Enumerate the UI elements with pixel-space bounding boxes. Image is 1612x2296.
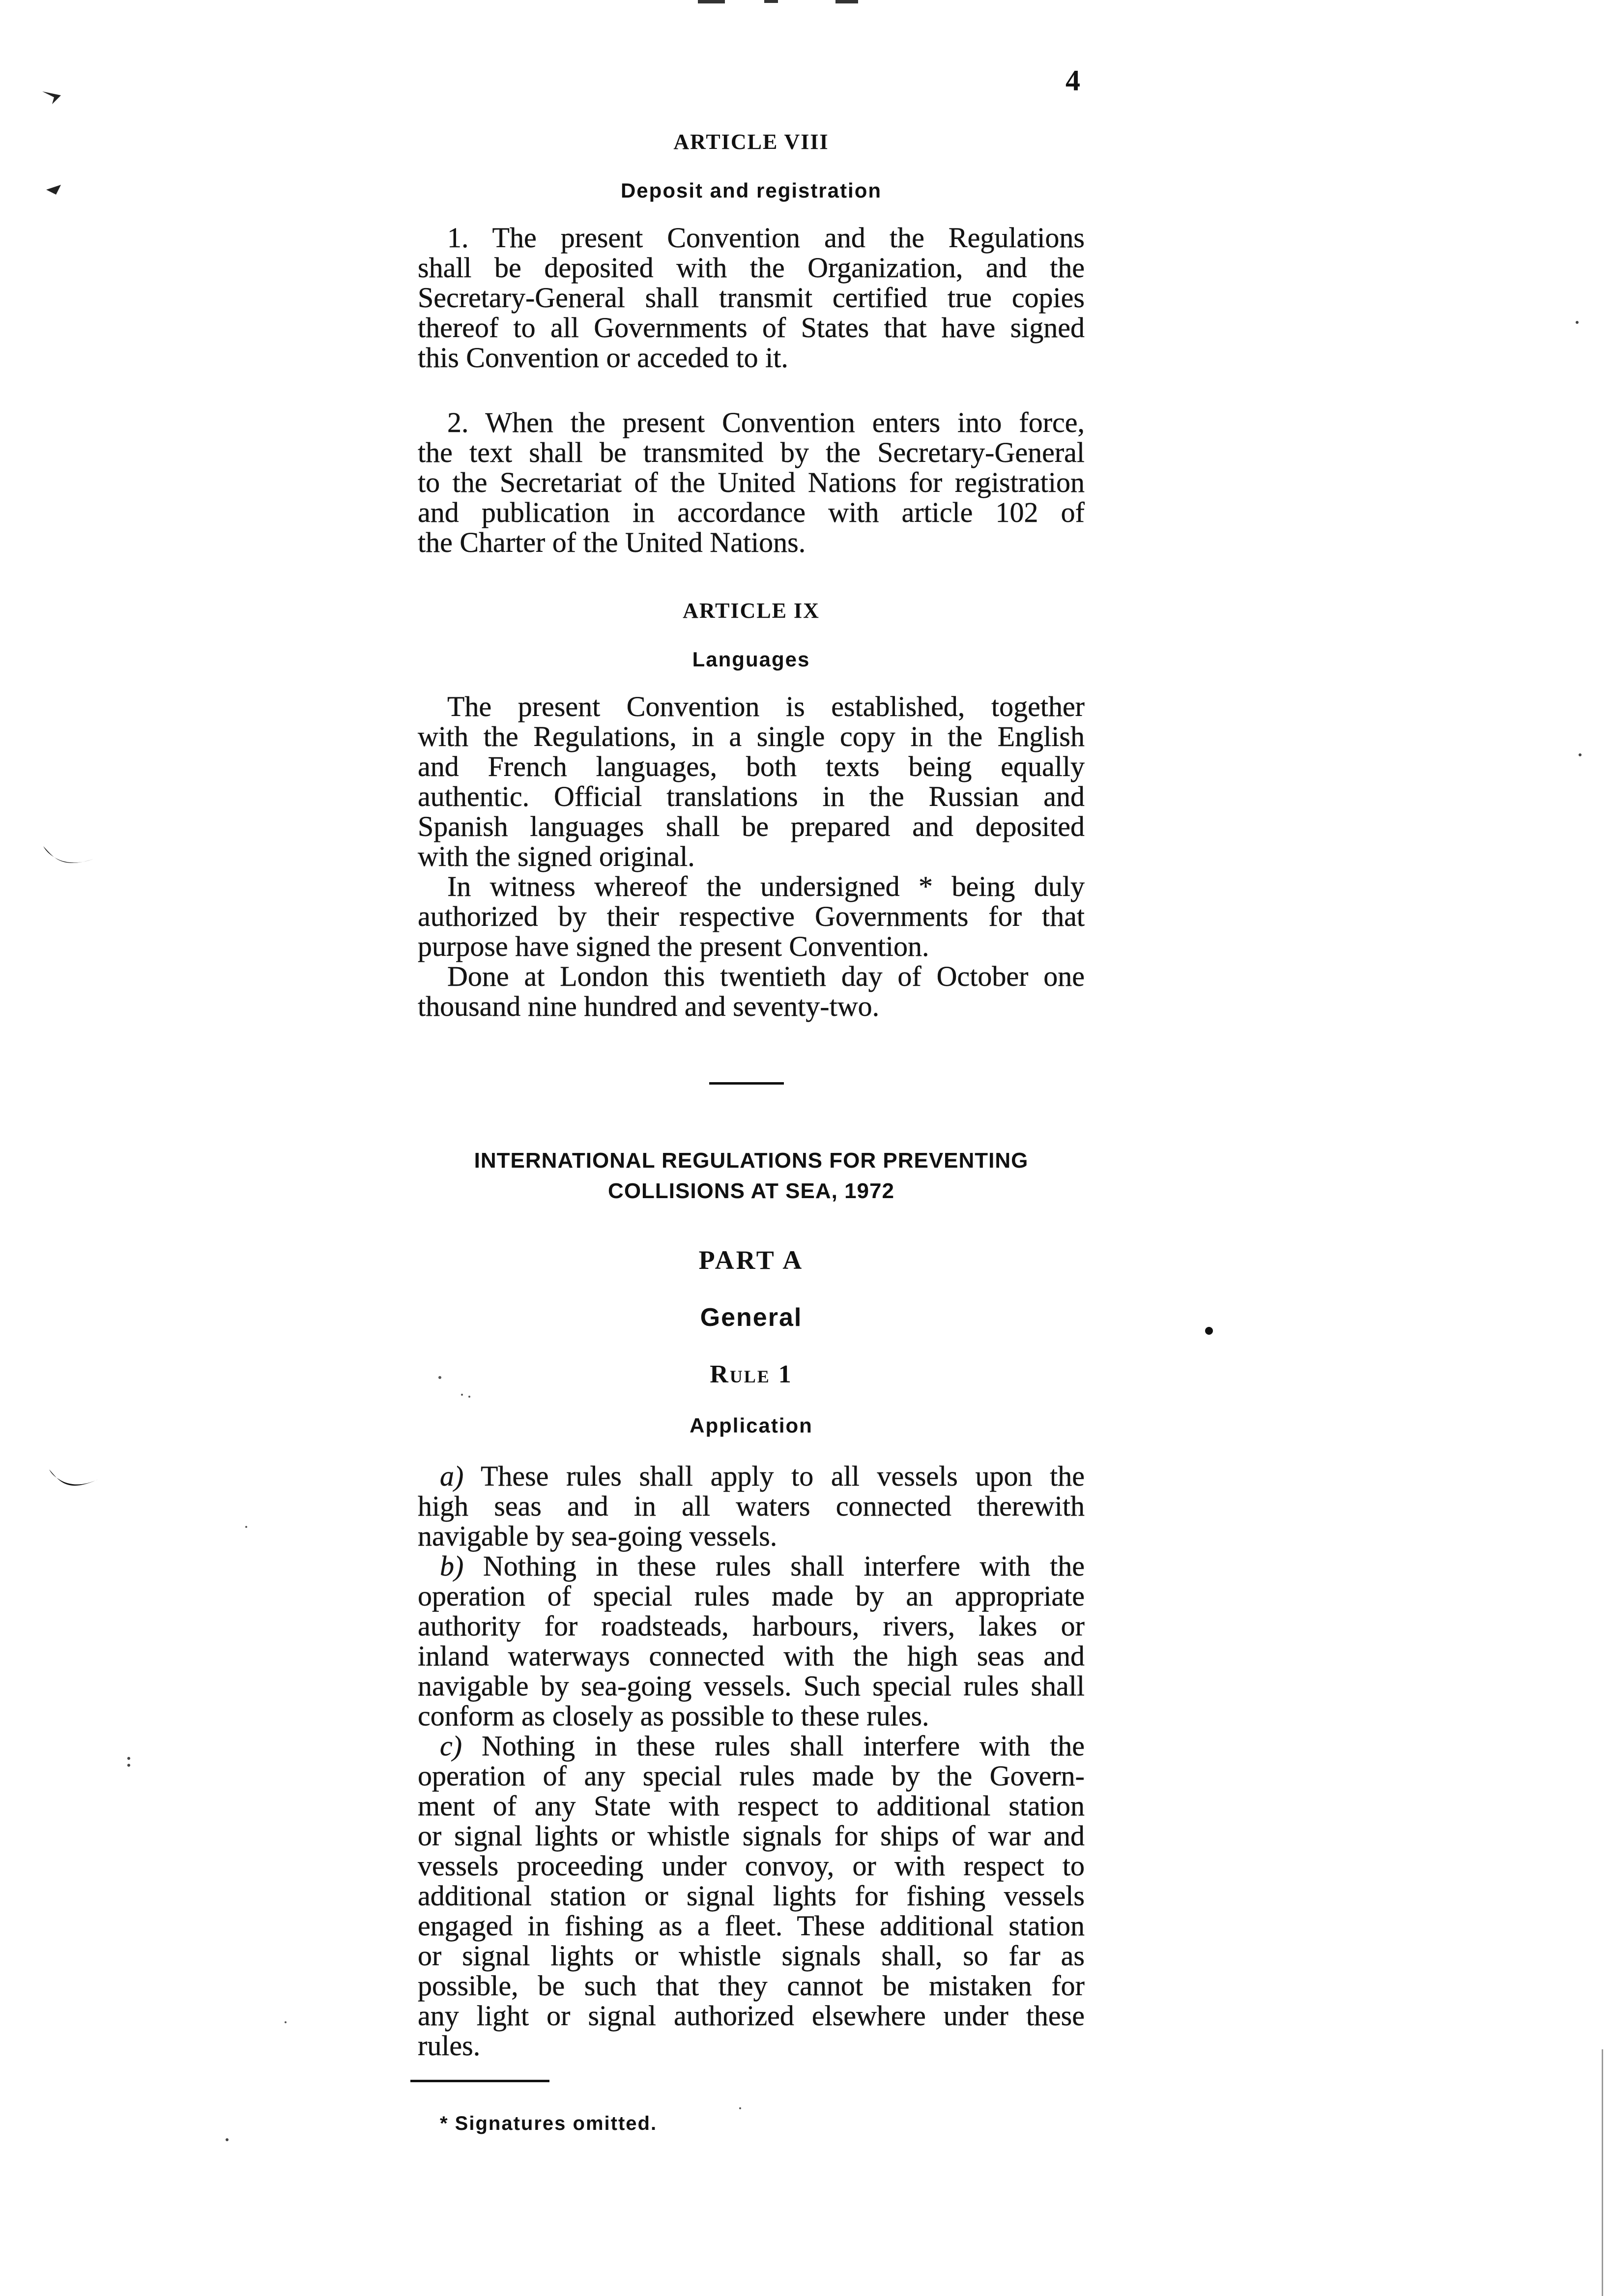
article-ix-subheading: Languages: [692, 648, 810, 671]
text-line: 2. When the present Convention enters into force,: [447, 406, 1085, 438]
scan-dot: [468, 1396, 470, 1398]
article-viii-subheading: Deposit and registration: [620, 179, 882, 202]
clause-text: These rules shall apply to all vessels upon the: [480, 1460, 1085, 1492]
rule-title: Application: [690, 1414, 813, 1437]
text-line: navigable by sea-going vessels. Such special rules shall: [418, 1670, 1085, 1702]
text-line: engaged in fishing as a fleet. These additional station: [418, 1910, 1085, 1942]
scan-dot: [245, 1526, 247, 1528]
part-title: General: [700, 1303, 803, 1332]
text-line: Secretary-General shall transmit certified true copies: [418, 282, 1085, 314]
article-ix-heading: ARTICLE IX: [683, 599, 820, 623]
text-line: vessels proceeding under convoy, or with respect to: [418, 1850, 1085, 1882]
text-line: to the Secretariat of the United Nations for registration: [418, 466, 1085, 498]
text-line: any light or signal authorized elsewhere under these: [418, 2000, 1085, 2032]
text-line: ment of any State with respect to additional station: [418, 1790, 1085, 1822]
clause-marker: c): [440, 1730, 462, 1762]
clause-text: Nothing in these rules shall interfere with the: [483, 1550, 1085, 1582]
text-line: thereof to all Governments of States that have signed: [418, 312, 1085, 344]
scan-dot: [739, 2107, 741, 2109]
text-line: [418, 1551, 1085, 1581]
part-heading: PART A: [698, 1245, 804, 1275]
text-line: the text shall be transmited by the Secretary-General: [418, 436, 1085, 468]
scan-dot: [1205, 1327, 1213, 1335]
text-line: [418, 1461, 1085, 1491]
text-line: rules.: [418, 2030, 481, 2062]
text-line: The present Convention is established, together: [447, 690, 1085, 722]
text-line: the Charter of the United Nations.: [418, 526, 806, 558]
text-line: operation of special rules made by an appropriate: [418, 1580, 1085, 1612]
scan-crescent-mark: [43, 846, 93, 863]
text-line: and publication in accordance with article 102 of: [418, 496, 1085, 528]
clause-c: [418, 1731, 1085, 2061]
text-line: shall be deposited with the Organization, and the: [418, 252, 1085, 284]
article-viii-heading: ARTICLE VIII: [673, 130, 829, 154]
scan-crescent-mark: [49, 1469, 98, 1486]
text-line: In witness whereof the undersigned * being duly: [447, 870, 1085, 902]
text-line: additional station or signal lights for fishing vessels: [418, 1880, 1085, 1912]
text-line: or signal lights or whistle signals shall, so far as: [418, 1940, 1085, 1972]
text-line: or signal lights or whistle signals for ships of war and: [418, 1820, 1085, 1852]
text-line: with the signed original.: [418, 840, 695, 872]
article-viii-paragraph-1: [418, 223, 1085, 373]
text-line: with the Regulations, in a single copy in the English: [418, 720, 1085, 752]
scan-dot: [461, 1394, 463, 1396]
text-line: and French languages, both texts being equally: [418, 750, 1085, 782]
regulations-title: [418, 1146, 1085, 1206]
paragraph: [418, 871, 1085, 961]
clause-marker: b): [440, 1550, 464, 1582]
clause-marker: a): [440, 1460, 464, 1492]
scan-speck: [698, 0, 725, 3]
text-line: authority for roadsteads, harbours, rivers, lakes or: [418, 1610, 1085, 1642]
rule-heading: Rule 1: [710, 1360, 793, 1388]
text-line: purpose have signed the present Convention.: [418, 930, 929, 962]
scan-tick-mark: [46, 185, 61, 195]
text-line: high seas and in all waters connected therewith: [418, 1490, 1085, 1522]
clause-a: [418, 1461, 1085, 1551]
scan-dot: [1579, 753, 1582, 756]
text-line: this Convention or acceded to it.: [418, 342, 788, 373]
text-line: conform as closely as possible to these rules.: [418, 1700, 929, 1732]
section-divider: [709, 1082, 784, 1085]
text-line: possible, be such that they cannot be mistaken for: [418, 1970, 1085, 2002]
page-number: 4: [1065, 64, 1080, 97]
paragraph: [418, 961, 1085, 1021]
scan-dot: [1576, 321, 1579, 324]
scan-dot: [226, 2138, 229, 2141]
clause-b: [418, 1551, 1085, 1731]
scan-dot: [285, 2021, 287, 2023]
text-line: Done at London this twentieth day of October one: [447, 960, 1085, 992]
text-line: [418, 1731, 1085, 1761]
regulations-title-line: INTERNATIONAL REGULATIONS FOR PREVENTING: [474, 1148, 1029, 1173]
rule-1-body: [418, 1461, 1085, 2061]
clause-text: Nothing in these rules shall interfere with the: [482, 1730, 1085, 1762]
text-line: authorized by their respective Governments for that: [418, 900, 1085, 932]
footnote-rule: [410, 2080, 549, 2082]
paragraph: [418, 691, 1085, 871]
scan-speck: [764, 0, 778, 3]
regulations-title-line: COLLISIONS AT SEA, 1972: [608, 1179, 894, 1203]
text-line: navigable by sea-going vessels.: [418, 1520, 777, 1552]
text-line: authentic. Official translations in the Russian and: [418, 780, 1085, 812]
text-line: operation of any special rules made by the Govern-: [418, 1760, 1085, 1792]
scan-arrow-mark: [42, 91, 61, 104]
article-ix-body: [418, 691, 1085, 1021]
text-line: Spanish languages shall be prepared and deposited: [418, 810, 1085, 842]
scan-speck: [835, 0, 858, 3]
scan-dot: [127, 1764, 130, 1767]
text-line: thousand nine hundred and seventy-two.: [418, 990, 880, 1022]
text-line: inland waterways connected with the high seas and: [418, 1640, 1085, 1672]
article-viii-paragraph-2: [418, 407, 1085, 557]
scan-dot: [127, 1757, 130, 1760]
footnote: * Signatures omitted.: [440, 2113, 658, 2134]
text-line: 1. The present Convention and the Regulations: [447, 222, 1085, 254]
scan-edge-line: [1602, 2049, 1603, 2296]
